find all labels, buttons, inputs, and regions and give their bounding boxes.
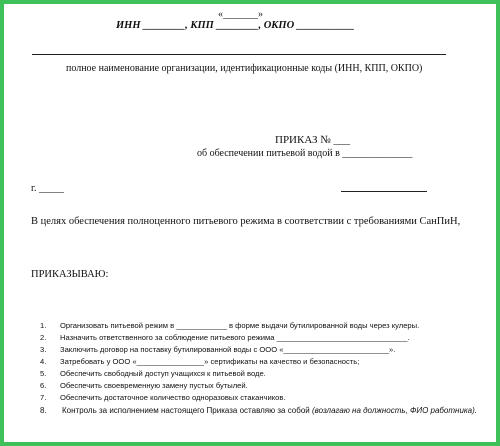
item-text: Обеспечить достаточное количество одноразовых стаканчиков. [60,393,286,402]
list-item [40,332,477,344]
item-italic-note: (возлагаю на должность, ФИО работника). [311,406,478,415]
order-subtitle: об обеспечении питьевой водой в ______________ [197,148,413,159]
header-quote-line: «_______» [218,9,263,20]
item-number: 2. [40,333,47,342]
list-item [40,380,477,392]
item-text: Организовать питьевой режим в ____________ в форме выдачи бутилированной воды через кулеры. [60,321,420,330]
item-text: Обеспечить своевременную замену пустых бутылей. [60,381,248,390]
prikaz-heading: ПРИКАЗЫВАЮ: [31,269,109,280]
header-divider [32,54,446,55]
list-item [40,356,477,368]
date-line [341,191,427,192]
item-number: 7. [40,393,47,402]
list-item [40,368,477,380]
order-title: ПРИКАЗ № ___ [275,134,351,146]
intro-paragraph: В целях обеспечения полноценного питьевого режима в соответствии с требованиями СанПиН, [31,216,461,227]
item-number: 8. [40,406,47,415]
item-text: Затребовать у ООО «________________» сертификаты на качество и безопасность; [60,357,360,366]
city-field: г. _____ [31,183,64,194]
item-number: 5. [40,369,47,378]
header-codes-line: ИНН ________, КПП ________, ОКПО ___________ [116,20,355,31]
item-number: 1. [40,321,47,330]
item-number: 4. [40,357,47,366]
item-main-text: Контроль за исполнением настоящего Приказа оставляю за собой [62,406,310,415]
list-item [40,405,477,417]
list-item [40,344,477,356]
item-text: Назначить ответственного за соблюдение питьевого режима _______________________________. [60,333,410,342]
item-number: 6. [40,381,47,390]
item-text: Обеспечить свободный доступ учащихся к питьевой воде. [60,369,266,378]
list-item [40,392,477,404]
org-caption: полное наименование организации, идентификационные коды (ИНН, КПП, ОКПО) [66,63,423,74]
item-text [62,405,477,417]
order-items-list [40,320,477,417]
item-text: Заключить договор на поставку бутилированной воды с ООО «_________________________». [60,345,396,354]
item-number: 3. [40,345,47,354]
list-item [40,320,477,332]
